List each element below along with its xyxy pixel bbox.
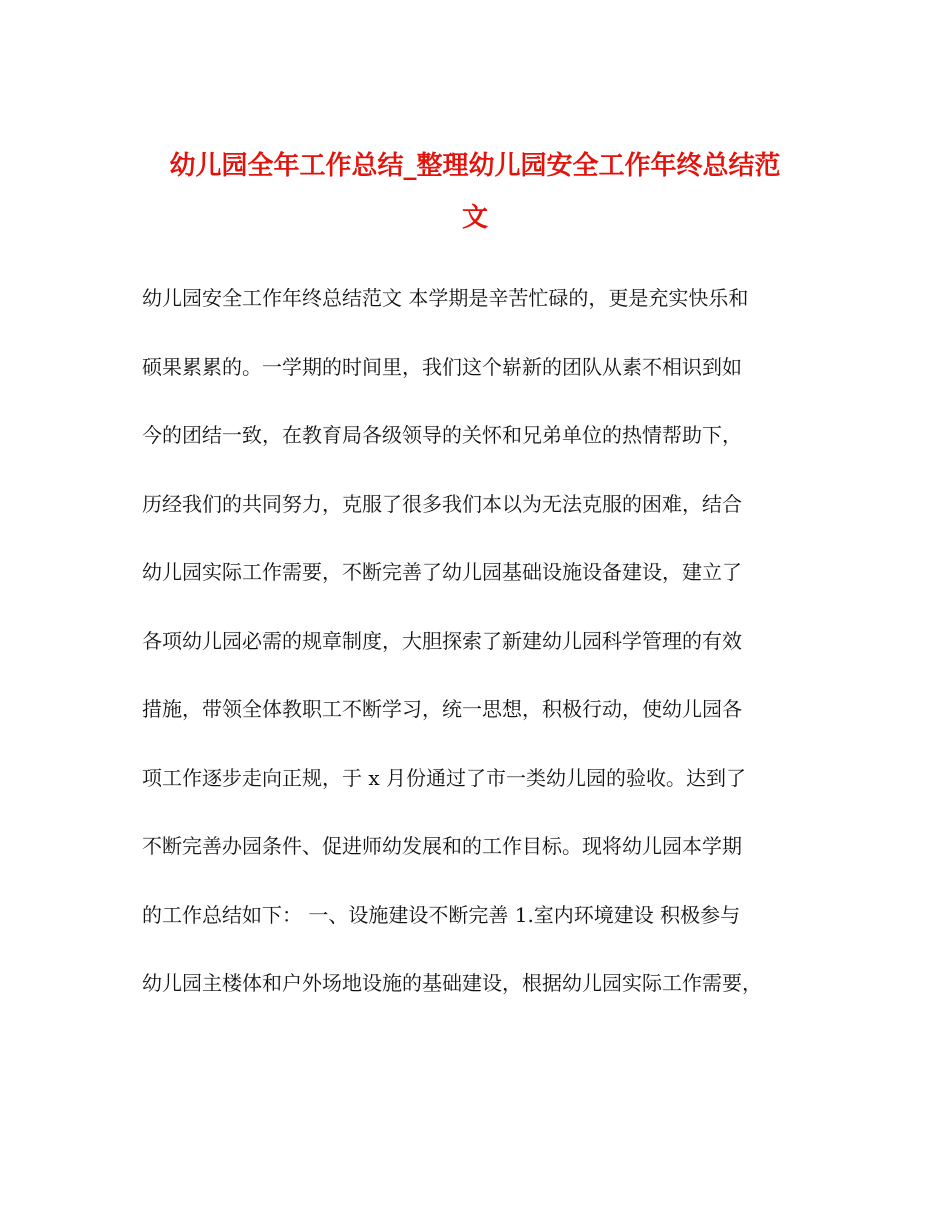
- body-line: 历经我们的共同努力，克服了很多我们本以为无法克服的困难，结合: [142, 491, 742, 516]
- document-title: [140, 140, 810, 244]
- body-line: 硕果累累的。一学期的时间里，我们这个崭新的团队从素不相识到如: [142, 354, 742, 379]
- body-line: 今的团结一致，在教育局各级领导的关怀和兄弟单位的热情帮助下，: [142, 423, 742, 447]
- body-line: 各项幼儿园必需的规章制度，大胆探索了新建幼儿园科学管理的有效: [142, 628, 742, 653]
- body-line: 的工作总结如下： 一、设施建设不断完善 1.室内环境建设 积极参与: [142, 902, 741, 927]
- body-line: 幼儿园安全工作年终总结范文 本学期是辛苦忙碌的，更是充实快乐和: [142, 286, 749, 310]
- document-body: [142, 278, 822, 1032]
- body-line: 项工作逐步走向正规，于 x 月份通过了市一类幼儿园的验收。达到了: [142, 765, 746, 790]
- body-line: 幼儿园实际工作需要，不断完善了幼儿园基础设施设备建设，建立了: [142, 560, 742, 584]
- title-line-2: 文: [461, 203, 488, 233]
- title-line-1: 幼儿园全年工作总结_整理幼儿园安全工作年终总结范: [169, 151, 781, 181]
- body-line: 措施，带领全体教职工不断学习，统一思想，积极行动，使幼儿园各: [142, 697, 742, 721]
- body-line: 不断完善办园条件、促进师幼发展和的工作目标。现将幼儿园本学期: [142, 834, 742, 858]
- body-line: 幼儿园主楼体和户外场地设施的基础建设，根据幼儿园实际工作需要，: [142, 971, 762, 995]
